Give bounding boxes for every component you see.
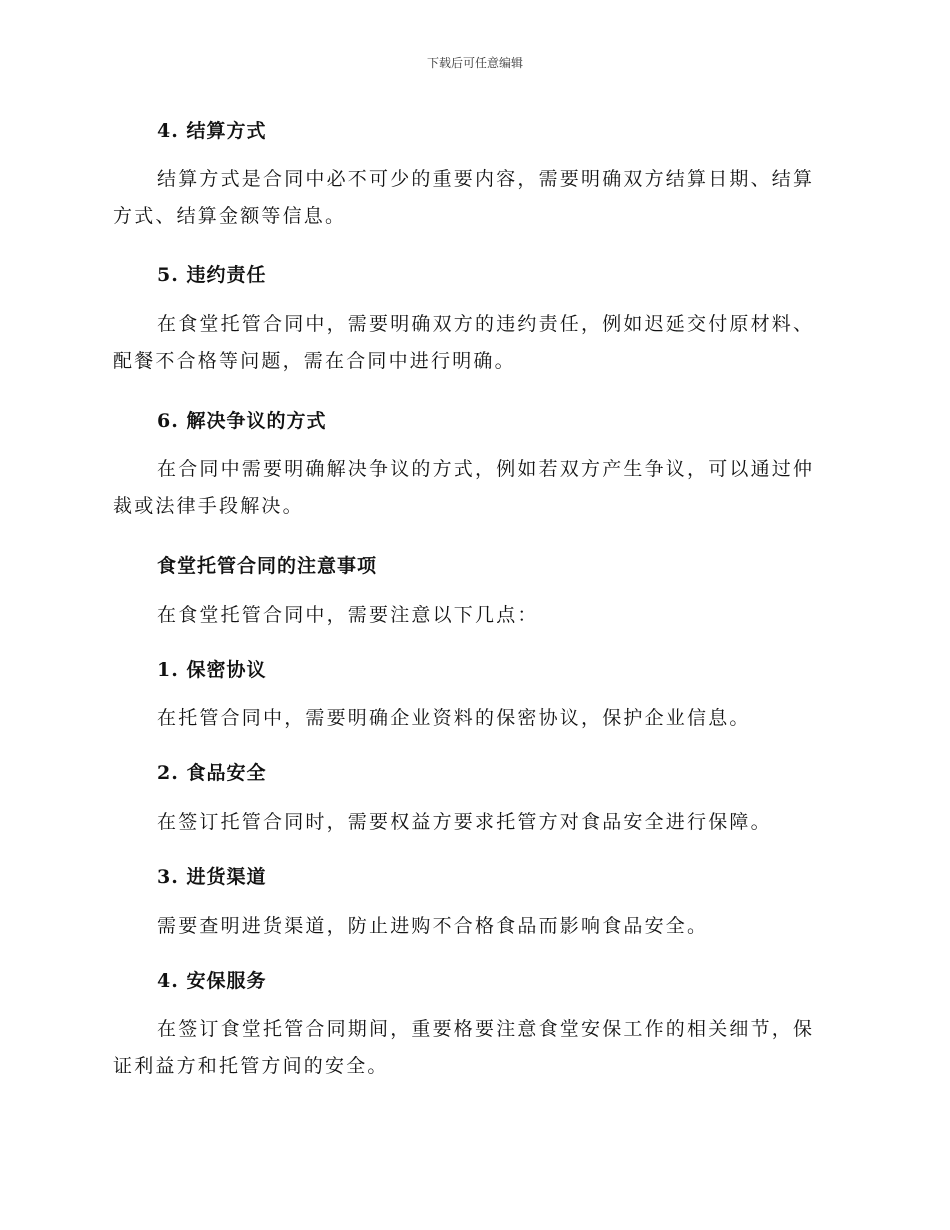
page-header-note: 下载后可任意编辑 — [426, 56, 523, 70]
note-heading-supply-channel: 3. 进货渠道 — [157, 866, 267, 888]
note-body-security: 在签订食堂托管合同期间，重要格要注意食堂安保工作的相关细节，保证利益方和托管方间的安全。 — [113, 1018, 815, 1077]
section-heading-breach: 5. 违约责任 — [157, 264, 267, 286]
note-heading-security: 4. 安保服务 — [157, 970, 267, 992]
note-body-supply-channel: 需要查明进货渠道，防止进购不合格食品而影响食品安全。 — [157, 915, 709, 937]
notes-heading: 食堂托管合同的注意事项 — [157, 555, 378, 577]
section-body-dispute: 在合同中需要明确解决争议的方式，例如若双方产生争议，可以通过仲裁或法律手段解决。 — [113, 458, 815, 517]
note-heading-food-safety: 2. 食品安全 — [157, 762, 267, 784]
section-body-breach: 在食堂托管合同中，需要明确双方的违约责任，例如迟延交付原材料、配餐不合格等问题，需在合同中进行明确。 — [113, 313, 815, 372]
notes-intro: 在食堂托管合同中，需要注意以下几点： — [157, 604, 539, 626]
note-heading-confidentiality: 1. 保密协议 — [157, 659, 267, 681]
section-heading-dispute: 6. 解决争议的方式 — [157, 410, 327, 432]
note-body-confidentiality: 在托管合同中，需要明确企业资料的保密协议，保护企业信息。 — [157, 707, 751, 729]
section-body-settlement: 结算方式是合同中必不可少的重要内容，需要明确双方结算日期、结算方式、结算金额等信息。 — [113, 168, 815, 227]
note-body-food-safety: 在签订托管合同时，需要权益方要求托管方对食品安全进行保障。 — [157, 811, 772, 833]
section-heading-settlement: 4. 结算方式 — [157, 120, 267, 142]
